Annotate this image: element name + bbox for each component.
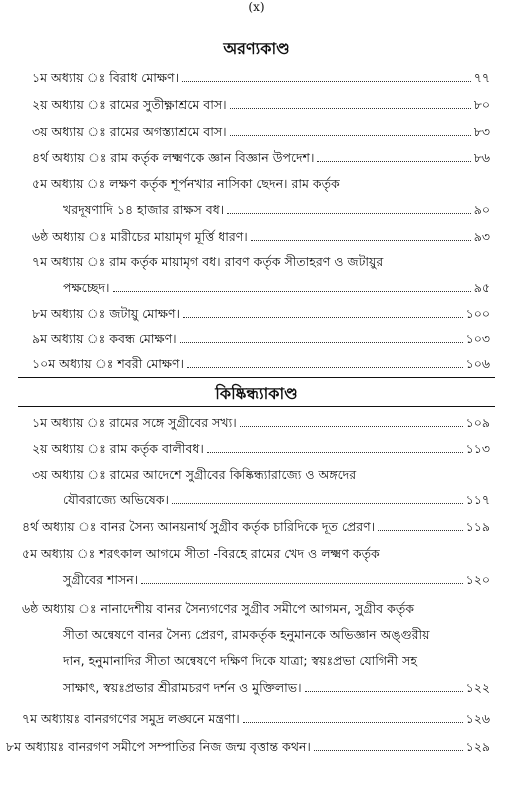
entry-page-number: ১০০ bbox=[465, 306, 490, 321]
dot-leader bbox=[314, 750, 463, 751]
entry-last-line bbox=[63, 279, 490, 297]
entry-title: ৭ম অধ্যায় ঃ রাম কর্তৃক মায়ামৃগ বধ। রাবণ কর্তৃক সীতাহরণ ও জটায়ুর bbox=[32, 254, 384, 269]
page-folio: (x) bbox=[248, 0, 265, 14]
entry-page-number: ৮০ bbox=[473, 97, 490, 112]
dot-leader bbox=[183, 317, 463, 318]
dot-leader bbox=[230, 108, 471, 109]
dot-leader bbox=[230, 135, 471, 136]
entry-page-number: ১২৯ bbox=[465, 739, 490, 754]
entry-title: ৫ম অধ্যায় ঃ শরৎকাল আগমে সীতা -বিরহে রামের খেদ ও লক্ষ্মণ কর্তৃক bbox=[22, 546, 380, 561]
toc-entry[interactable] bbox=[32, 355, 490, 373]
toc-entry[interactable] bbox=[32, 414, 490, 432]
toc-entry[interactable] bbox=[32, 149, 490, 167]
entry-page-number: ৮৩ bbox=[473, 124, 490, 139]
entry-title: ৭ম অধ্যায়ঃ বানরগণের সমুদ্র লঙ্ঘনে মন্ত্রণা। bbox=[22, 711, 240, 726]
entry-last-line bbox=[63, 679, 490, 697]
entry-title-continued: পক্ষচ্ছেদ। bbox=[63, 280, 110, 295]
toc-entry[interactable] bbox=[32, 305, 490, 323]
dot-leader bbox=[305, 691, 463, 692]
dot-leader bbox=[243, 722, 463, 723]
entry-title: ১ম অধ্যায় ঃ রামের সঙ্গে সুগ্রীবের সখ্য। bbox=[32, 415, 237, 430]
entry-title-continued: দান, হনুমানাদির সীতা অন্বেষণে দক্ষিণ দিকে যাত্রা; স্বয়ঃপ্রভা যোগিনী সহ bbox=[63, 653, 417, 668]
entry-title: ৮ম অধ্যায় ঃ জটায়ু মোক্ষণ। bbox=[32, 306, 181, 321]
entry-page-number: ১২০ bbox=[465, 572, 490, 587]
entry-last-line bbox=[63, 571, 490, 589]
entry-page-number: ১০৯ bbox=[465, 415, 490, 430]
dot-leader bbox=[113, 291, 471, 292]
dot-leader bbox=[180, 342, 463, 343]
entry-title: ২য় অধ্যায় ঃ রাম কর্তৃক বালীবধ। bbox=[32, 441, 204, 456]
entry-title-continued: সাক্ষাৎ, স্বয়ঃপ্রভার শ্রীরামচরণ দর্শন ও মুক্তিলাভ। bbox=[63, 680, 302, 695]
entry-title: ৪র্থ অধ্যায় ঃ বানর সৈন্য আনয়নার্থ সুগ্রীব কর্তৃক চারিদিকে দূত প্রেরণ। bbox=[22, 519, 376, 534]
entry-title: ৯ম অধ্যায় ঃ কবন্ধ মোক্ষণ। bbox=[32, 331, 177, 346]
entry-title: ৬ষ্ঠ অধ্যায় ঃ মারীচের মায়ামৃগ মূর্ত্তি ধারণ। bbox=[32, 229, 248, 244]
section-title-kishkindhakanda: কিষ্কিন্ধ্যাকাণ্ড bbox=[215, 384, 298, 403]
toc-entry[interactable] bbox=[32, 123, 490, 141]
entry-page-number: ১২২ bbox=[465, 680, 490, 695]
entry-title-continued: খরদূষণাদি ১৪ হাজার রাক্ষস বধ। bbox=[63, 202, 225, 217]
toc-entry[interactable] bbox=[32, 330, 490, 348]
entry-title: ৩য় অধ্যায় ঃ রামের আদেশে সুগ্রীবের কিষ্কিন্ধ্যারাজ্যে ও অঙ্গদের bbox=[32, 467, 357, 482]
dot-leader bbox=[207, 452, 463, 453]
toc-entry[interactable] bbox=[22, 518, 490, 536]
entry-title: ১০ম অধ্যায় ঃ শবরী মোক্ষণ। bbox=[32, 356, 184, 371]
toc-entry[interactable] bbox=[32, 228, 490, 246]
toc-entry[interactable] bbox=[32, 96, 490, 114]
section-title-aranyakanda: অরণ্যকাণ্ড bbox=[223, 39, 290, 58]
entry-page-number: ১১৯ bbox=[465, 519, 490, 534]
entry-title-continued: সীতা অন্বেষণে বানর সৈন্য প্রেরণ, রামকর্তৃক হনুমানকে অভিজ্ঞান অঙ্গুরীয় bbox=[63, 627, 430, 642]
entry-title-continued: সুগ্রীবের শাসন। bbox=[63, 572, 139, 587]
dot-leader bbox=[378, 530, 463, 531]
entry-title: ৫ম অধ্যায় ঃ লক্ষণ কর্তৃক শূর্পনখার নাসিকা ছেদন। রাম কর্তৃক bbox=[32, 176, 340, 191]
dot-leader bbox=[182, 81, 471, 82]
dot-leader bbox=[240, 426, 463, 427]
dot-leader bbox=[227, 213, 471, 214]
toc-entry[interactable] bbox=[32, 440, 490, 458]
entry-page-number: ১২৬ bbox=[465, 711, 490, 726]
entry-title: ২য় অধ্যায় ঃ রামের সুতীক্ষ্ণাশ্রমে বাস। bbox=[32, 97, 227, 112]
toc-entry[interactable] bbox=[32, 69, 490, 87]
entry-page-number: ৯৩ bbox=[473, 229, 490, 244]
entry-title: ৮ম অধ্যায়ঃ বানরগণ সমীপে সম্পাতির নিজ জন্ম বৃত্তান্ত কথন। bbox=[6, 739, 311, 754]
entry-title: ৪র্থ অধ্যায় ঃ রাম কর্তৃক লক্ষ্মণকে জ্ঞান বিজ্ঞান উপদেশ। bbox=[32, 150, 315, 165]
dot-leader bbox=[187, 367, 463, 368]
dot-leader bbox=[141, 583, 462, 584]
dot-leader bbox=[251, 240, 471, 241]
entry-title: ১ম অধ্যায় ঃ বিরাধ মোক্ষণ। bbox=[32, 70, 180, 85]
entry-page-number: ৮৬ bbox=[473, 150, 490, 165]
entry-title-continued: যৌবরাজ্যে অভিষেক। bbox=[63, 492, 169, 507]
dot-leader bbox=[317, 161, 470, 162]
dot-leader bbox=[172, 503, 463, 504]
entry-title: ৬ষ্ঠ অধ্যায় ঃ নানাদেশীয় বানর সৈন্যগণের সুগ্রীব সমীপে আগমন, সুগ্রীব কর্তৃক bbox=[22, 601, 414, 616]
entry-page-number: ৯৫ bbox=[473, 280, 490, 295]
entry-last-line bbox=[63, 491, 490, 509]
entry-page-number: ১০৬ bbox=[465, 356, 490, 371]
entry-page-number: ১১৭ bbox=[465, 492, 490, 507]
entry-page-number: ১০৩ bbox=[465, 331, 490, 346]
entry-last-line bbox=[63, 201, 490, 219]
entry-page-number: ৭৭ bbox=[473, 70, 490, 85]
toc-entry[interactable] bbox=[6, 738, 490, 756]
entry-page-number: ১১৩ bbox=[465, 441, 490, 456]
entry-page-number: ৯০ bbox=[473, 202, 490, 217]
toc-entry[interactable] bbox=[22, 710, 490, 728]
entry-title: ৩য় অধ্যায় ঃ রামের অগস্ত্যাশ্রমে বাস। bbox=[32, 124, 227, 139]
